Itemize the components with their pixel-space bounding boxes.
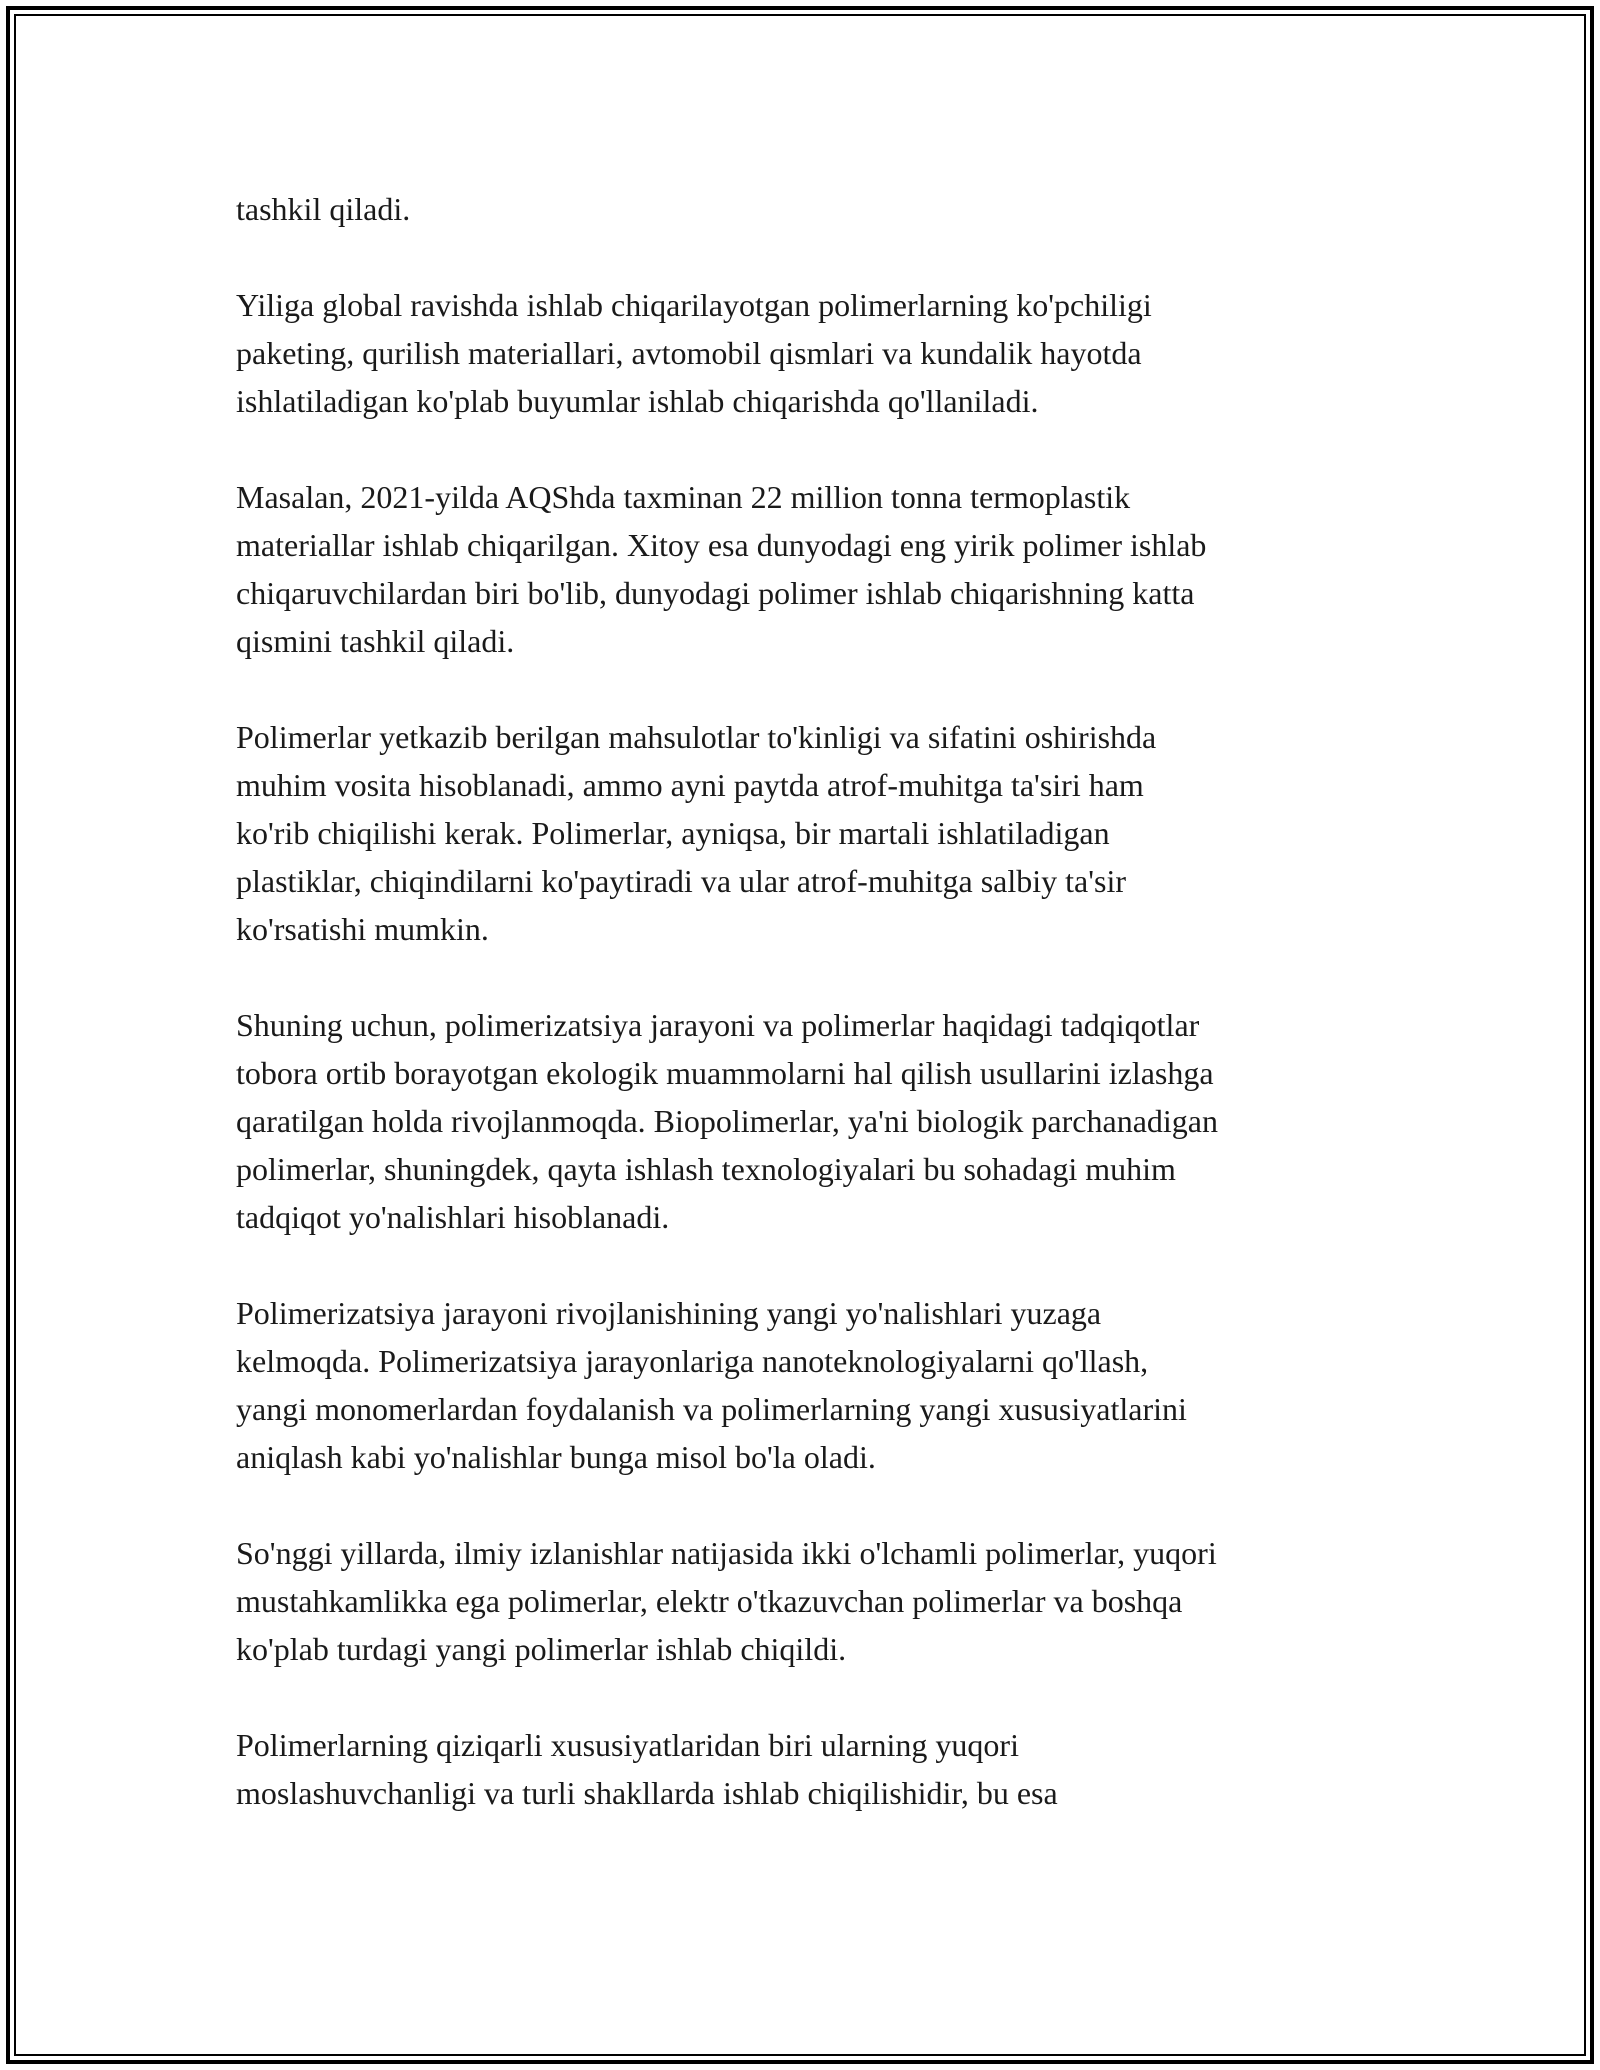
paragraph-6 <box>236 1289 1376 1481</box>
text-line: paketing, qurilish materiallari, avtomobil qismlari va kundalik hayotda <box>236 335 1142 371</box>
text-line: polimerlar, shuningdek, qayta ishlash texnologiyalari bu sohadagi muhim <box>236 1151 1176 1187</box>
text-line: tadqiqot yo'nalishlari hisoblanadi. <box>236 1199 670 1235</box>
text-line: ko'rsatishi mumkin. <box>236 911 489 947</box>
paragraph-2 <box>236 281 1376 425</box>
paragraph-1 <box>236 185 1376 233</box>
paragraph-4 <box>236 713 1376 953</box>
text-line: qaratilgan holda rivojlanmoqda. Biopolimerlar, ya'ni biologik parchanadigan <box>236 1103 1218 1139</box>
text-line: Masalan, 2021-yilda AQShda taxminan 22 million tonna termoplastik <box>236 479 1131 515</box>
text-line: aniqlash kabi yo'nalishlar bunga misol bo'la oladi. <box>236 1439 876 1475</box>
text-line: So'nggi yillarda, ilmiy izlanishlar natijasida ikki o'lchamli polimerlar, yuqori <box>236 1535 1217 1571</box>
paragraph-3 <box>236 473 1376 665</box>
text-line: materiallar ishlab chiqarilgan. Xitoy esa dunyodagi eng yirik polimer ishlab <box>236 527 1207 563</box>
text-line: muhim vosita hisoblanadi, ammo ayni paytda atrof-muhitga ta'siri ham <box>236 767 1144 803</box>
text-line: mustahkamlikka ega polimerlar, elektr o'tkazuvchan polimerlar va boshqa <box>236 1583 1183 1619</box>
text-line: tashkil qiladi. <box>236 191 411 227</box>
paragraph-8 <box>236 1721 1376 1817</box>
text-line: moslashuvchanligi va turli shakllarda ishlab chiqilishidir, bu esa <box>236 1775 1058 1811</box>
text-line: ko'plab turdagi yangi polimerlar ishlab chiqildi. <box>236 1631 847 1667</box>
paragraph-7 <box>236 1529 1376 1673</box>
text-line: Yiliga global ravishda ishlab chiqarilayotgan polimerlarning ko'pchiligi <box>236 287 1152 323</box>
document-body <box>236 185 1376 1865</box>
text-line: qismini tashkil qiladi. <box>236 623 515 659</box>
text-line: plastiklar, chiqindilarni ko'paytiradi va ular atrof-muhitga salbiy ta'sir <box>236 863 1126 899</box>
text-line: ko'rib chiqilishi kerak. Polimerlar, ayniqsa, bir martali ishlatiladigan <box>236 815 1110 851</box>
text-line: Polimerlarning qiziqarli xususiyatlaridan biri ularning yuqori <box>236 1727 1019 1763</box>
text-line: Polimerlar yetkazib berilgan mahsulotlar to'kinligi va sifatini oshirishda <box>236 719 1157 755</box>
text-line: chiqaruvchilardan biri bo'lib, dunyodagi polimer ishlab chiqarishning katta <box>236 575 1195 611</box>
text-line: tobora ortib borayotgan ekologik muammolarni hal qilish usullarini izlashga <box>236 1055 1214 1091</box>
paragraph-5 <box>236 1001 1376 1241</box>
text-line: ishlatiladigan ko'plab buyumlar ishlab chiqarishda qo'llaniladi. <box>236 383 1039 419</box>
text-line: yangi monomerlardan foydalanish va polimerlarning yangi xususiyatlarini <box>236 1391 1187 1427</box>
text-line: kelmoqda. Polimerizatsiya jarayonlariga nanoteknologiyalarni qo'llash, <box>236 1343 1149 1379</box>
text-line: Shuning uchun, polimerizatsiya jarayoni va polimerlar haqidagi tadqiqotlar <box>236 1007 1200 1043</box>
text-line: Polimerizatsiya jarayoni rivojlanishining yangi yo'nalishlari yuzaga <box>236 1295 1102 1331</box>
